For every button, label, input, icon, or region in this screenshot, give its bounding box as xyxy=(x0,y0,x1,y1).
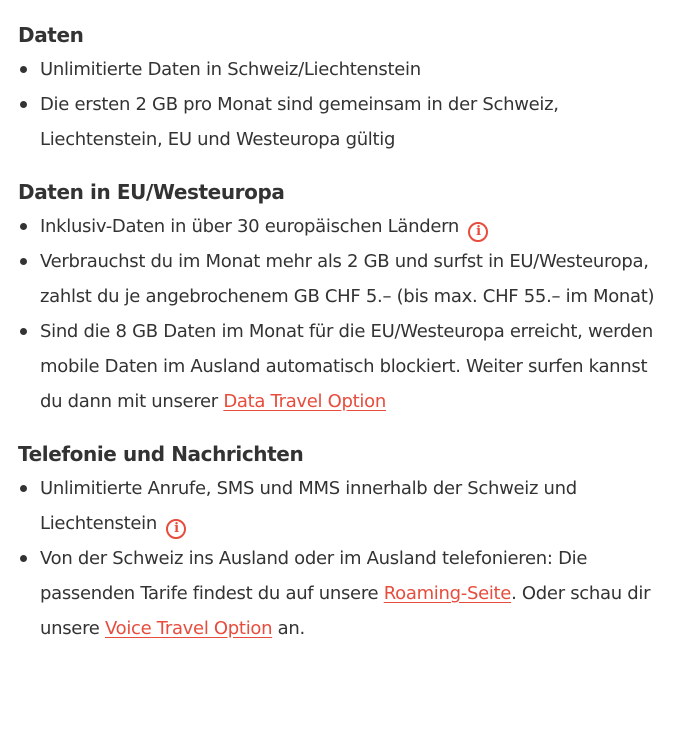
bullet-list xyxy=(18,471,658,646)
list-item xyxy=(18,209,658,244)
list-item xyxy=(18,541,658,646)
section-daten-eu xyxy=(18,175,658,419)
data-travel-option-link[interactable]: Data Travel Option xyxy=(223,391,386,412)
list-item-text: Unlimitierte Anrufe, SMS und MMS innerhalb der Schweiz und Liechtenstein xyxy=(40,478,577,534)
list-item-text: Von der Schweiz ins Ausland oder im Ausland telefonieren: Die passenden Tarife findest du auf unsere xyxy=(40,548,588,604)
list-item-text: . Oder schau dir unsere xyxy=(40,583,651,639)
list-item xyxy=(18,52,658,87)
list-item xyxy=(18,87,658,157)
info-icon[interactable]: i xyxy=(166,519,186,539)
roaming-page-link[interactable]: Roaming-Seite xyxy=(383,583,512,604)
list-item-text: Die ersten 2 GB pro Monat sind gemeinsam in der Schweiz, Liechtenstein, EU und Westeuropa gültig xyxy=(40,94,559,150)
list-item xyxy=(18,471,658,541)
voice-travel-option-link[interactable]: Voice Travel Option xyxy=(104,618,273,639)
bullet-list xyxy=(18,52,658,157)
section-heading: Daten in EU/Westeuropa xyxy=(18,180,285,204)
list-item-text: Inklusiv-Daten in über 30 europäischen Ländern xyxy=(40,216,460,237)
list-item-text: Unlimitierte Daten in Schweiz/Liechtenstein xyxy=(40,59,421,80)
section-daten xyxy=(18,18,658,157)
list-item-text: Sind die 8 GB Daten im Monat für die EU/Westeuropa erreicht, werden mobile Daten im Ausland automatisch blockiert. Weiter surfen kannst du dann mit unserer xyxy=(40,321,653,412)
info-icon[interactable]: i xyxy=(468,222,488,242)
list-item-text: Verbrauchst du im Monat mehr als 2 GB und surfst in EU/Westeuropa, zahlst du je angebrochenem GB CHF 5.– (bis max. CHF 55.– im Monat) xyxy=(40,251,655,307)
section-telefonie xyxy=(18,437,658,646)
bullet-list xyxy=(18,209,658,419)
list-item xyxy=(18,244,658,314)
section-heading: Daten xyxy=(18,23,84,47)
list-item-text: an. xyxy=(272,618,305,639)
list-item xyxy=(18,314,658,419)
section-heading: Telefonie und Nachrichten xyxy=(18,442,304,466)
